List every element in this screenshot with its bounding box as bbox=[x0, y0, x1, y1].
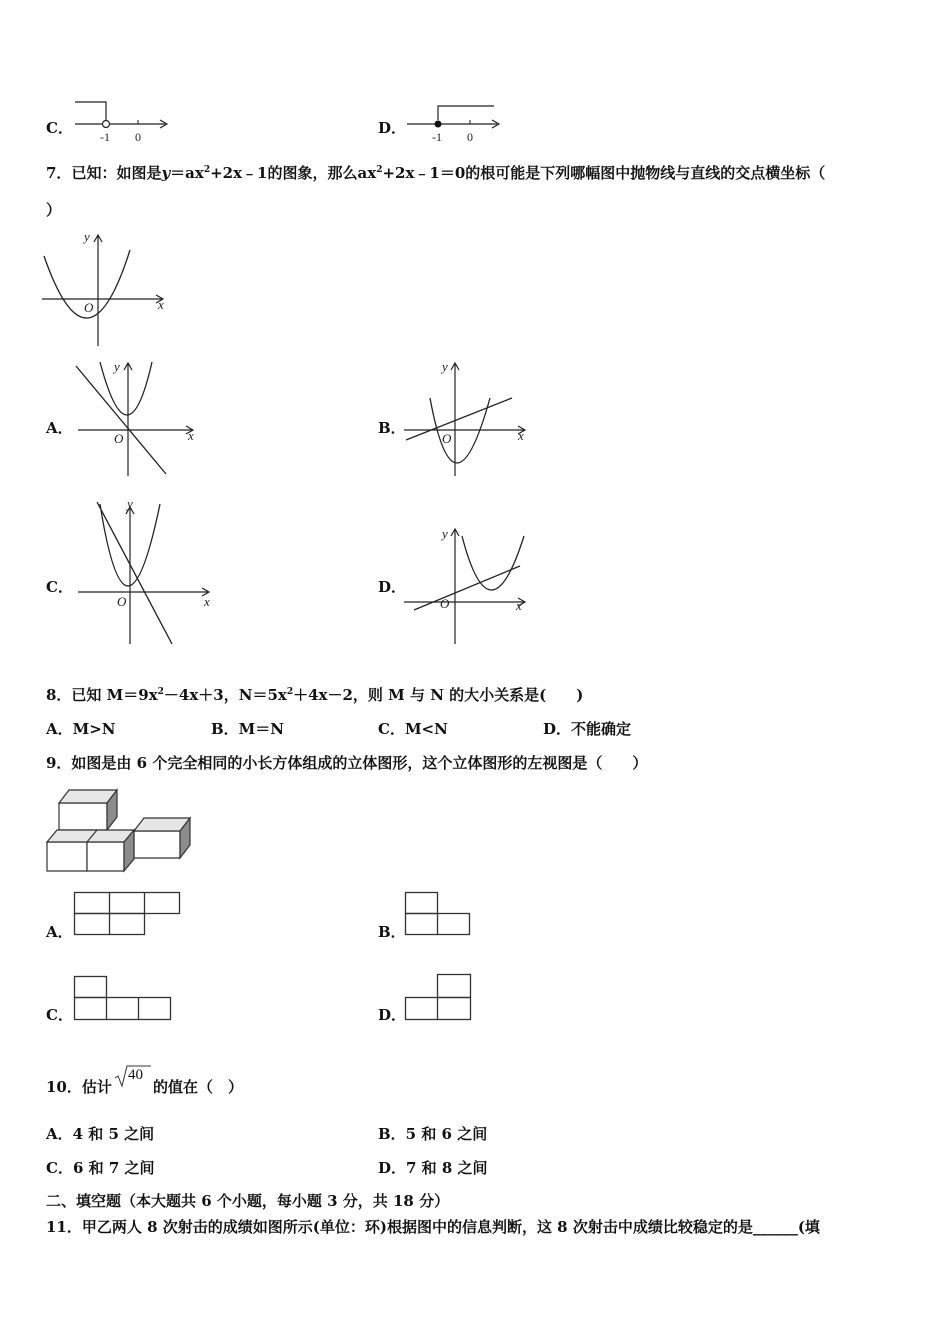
q7-eq2-exp: 2 bbox=[376, 165, 383, 175]
q8-option-d[interactable]: D．不能确定 bbox=[543, 720, 632, 738]
axis-y: y bbox=[127, 496, 133, 511]
q7-option-d-graph[interactable] bbox=[402, 524, 542, 646]
q9-option-a-view[interactable] bbox=[72, 890, 184, 938]
axis-x: x bbox=[158, 297, 164, 312]
q10-option-c[interactable]: C．6 和 7 之间 bbox=[46, 1159, 155, 1177]
tick-label: -1 bbox=[432, 130, 442, 144]
axis-x: x bbox=[188, 428, 194, 443]
q7-stem-close: ） bbox=[46, 201, 62, 219]
q7-option-a-graph[interactable] bbox=[70, 358, 210, 483]
q6-option-c-label: C． bbox=[46, 119, 73, 137]
axis-origin: O bbox=[440, 596, 450, 611]
axis-x: x bbox=[204, 594, 210, 609]
axis-origin: O bbox=[442, 431, 452, 446]
q8-option-c[interactable]: C．M<N bbox=[378, 720, 448, 738]
q7-option-c-graph[interactable] bbox=[70, 498, 220, 648]
q9-option-d-label[interactable]: D． bbox=[378, 1006, 407, 1024]
q11-stem: 11．甲乙两人 8 次射击的成绩如图所示(单位：环)根据图中的信息判断，这 8 次射击中成绩比较稳定的是______(填 bbox=[46, 1218, 820, 1236]
tick-label: 0 bbox=[467, 130, 473, 144]
section-2-title: 二、填空题（本大题共 6 个小题，每小题 3 分，共 18 分） bbox=[46, 1192, 450, 1210]
tick-label: -1 bbox=[100, 130, 110, 144]
axis-y: y bbox=[442, 526, 448, 541]
q9-option-b-label[interactable]: B． bbox=[378, 923, 406, 941]
q7-text: 已知：如图是 bbox=[71, 164, 162, 182]
q7-eq2-a: ax bbox=[357, 164, 377, 182]
q7-number: 7． bbox=[46, 164, 72, 182]
q8-stem-c: ＋4x－2，则 M 与 N 的大小关系是( ) bbox=[293, 686, 584, 704]
q10-option-d[interactable]: D．7 和 8 之间 bbox=[378, 1159, 488, 1177]
q6-option-d-label: D． bbox=[378, 119, 407, 137]
axis-y: y bbox=[442, 359, 448, 374]
axis-origin: O bbox=[114, 431, 124, 446]
q7-main-graph bbox=[40, 228, 180, 350]
q7-eq1-exp: 2 bbox=[203, 165, 211, 175]
q7-stem bbox=[46, 162, 825, 183]
q9-option-c-label[interactable]: C． bbox=[46, 1006, 73, 1024]
q9-option-c-view[interactable] bbox=[72, 974, 176, 1024]
q7-eq1-b: +2x﹣1 bbox=[210, 164, 268, 182]
q9-stem: 9．如图是由 6 个完全相同的小长方体组成的立体图形，这个立体图形的左视图是（ ） bbox=[46, 754, 648, 772]
q6-option-d-number-line bbox=[402, 96, 512, 146]
q8-option-a[interactable]: A．M>N bbox=[46, 720, 116, 738]
q7-option-a-label[interactable]: A． bbox=[46, 419, 73, 437]
q8-stem-b: －4x＋3，N＝5x bbox=[163, 686, 287, 704]
q7-option-b-graph[interactable] bbox=[402, 358, 542, 483]
q7-eq2-b: +2x﹣1＝0 bbox=[382, 164, 466, 182]
axis-origin: O bbox=[84, 300, 94, 315]
q9-option-a-label[interactable]: A． bbox=[46, 923, 73, 941]
q8-stem-a: 8．已知 M＝9x bbox=[46, 686, 158, 704]
q10-stem-a: 10．估计 bbox=[46, 1078, 112, 1096]
q10-radicand: 40 bbox=[128, 1067, 143, 1083]
axis-x: x bbox=[516, 598, 522, 613]
tick-label: 0 bbox=[135, 130, 141, 144]
q7-option-c-label[interactable]: C． bbox=[46, 578, 73, 596]
q9-solid-figure bbox=[44, 786, 198, 878]
q7-eq1-y: y bbox=[161, 164, 171, 182]
q9-option-b-view[interactable] bbox=[403, 890, 475, 938]
axis-x: x bbox=[518, 428, 524, 443]
q7-text: 的图象，那么 bbox=[267, 164, 358, 182]
q10-option-b[interactable]: B．5 和 6 之间 bbox=[378, 1125, 488, 1143]
q7-eq1-a: ＝ax bbox=[170, 164, 204, 182]
q10-stem-b: 的值在（ ） bbox=[153, 1078, 244, 1096]
q8-stem bbox=[46, 684, 583, 705]
q8-exp: 2 bbox=[286, 687, 294, 697]
q7-text: 的根可能是下列哪幅图中抛物线与直线的交点横坐标（ bbox=[465, 164, 826, 182]
q8-exp: 2 bbox=[157, 687, 164, 697]
q6-option-c-number-line bbox=[70, 96, 180, 146]
axis-y: y bbox=[114, 359, 120, 374]
q8-option-b[interactable]: B．M＝N bbox=[211, 720, 284, 738]
q7-option-d-label[interactable]: D． bbox=[378, 578, 407, 596]
q7-option-b-label[interactable]: B． bbox=[378, 419, 406, 437]
q10-sqrt bbox=[114, 1064, 152, 1088]
axis-y: y bbox=[84, 229, 90, 244]
q9-option-d-view[interactable] bbox=[403, 972, 475, 1024]
axis-origin: O bbox=[117, 594, 127, 609]
q10-option-a[interactable]: A．4 和 5 之间 bbox=[46, 1125, 155, 1143]
